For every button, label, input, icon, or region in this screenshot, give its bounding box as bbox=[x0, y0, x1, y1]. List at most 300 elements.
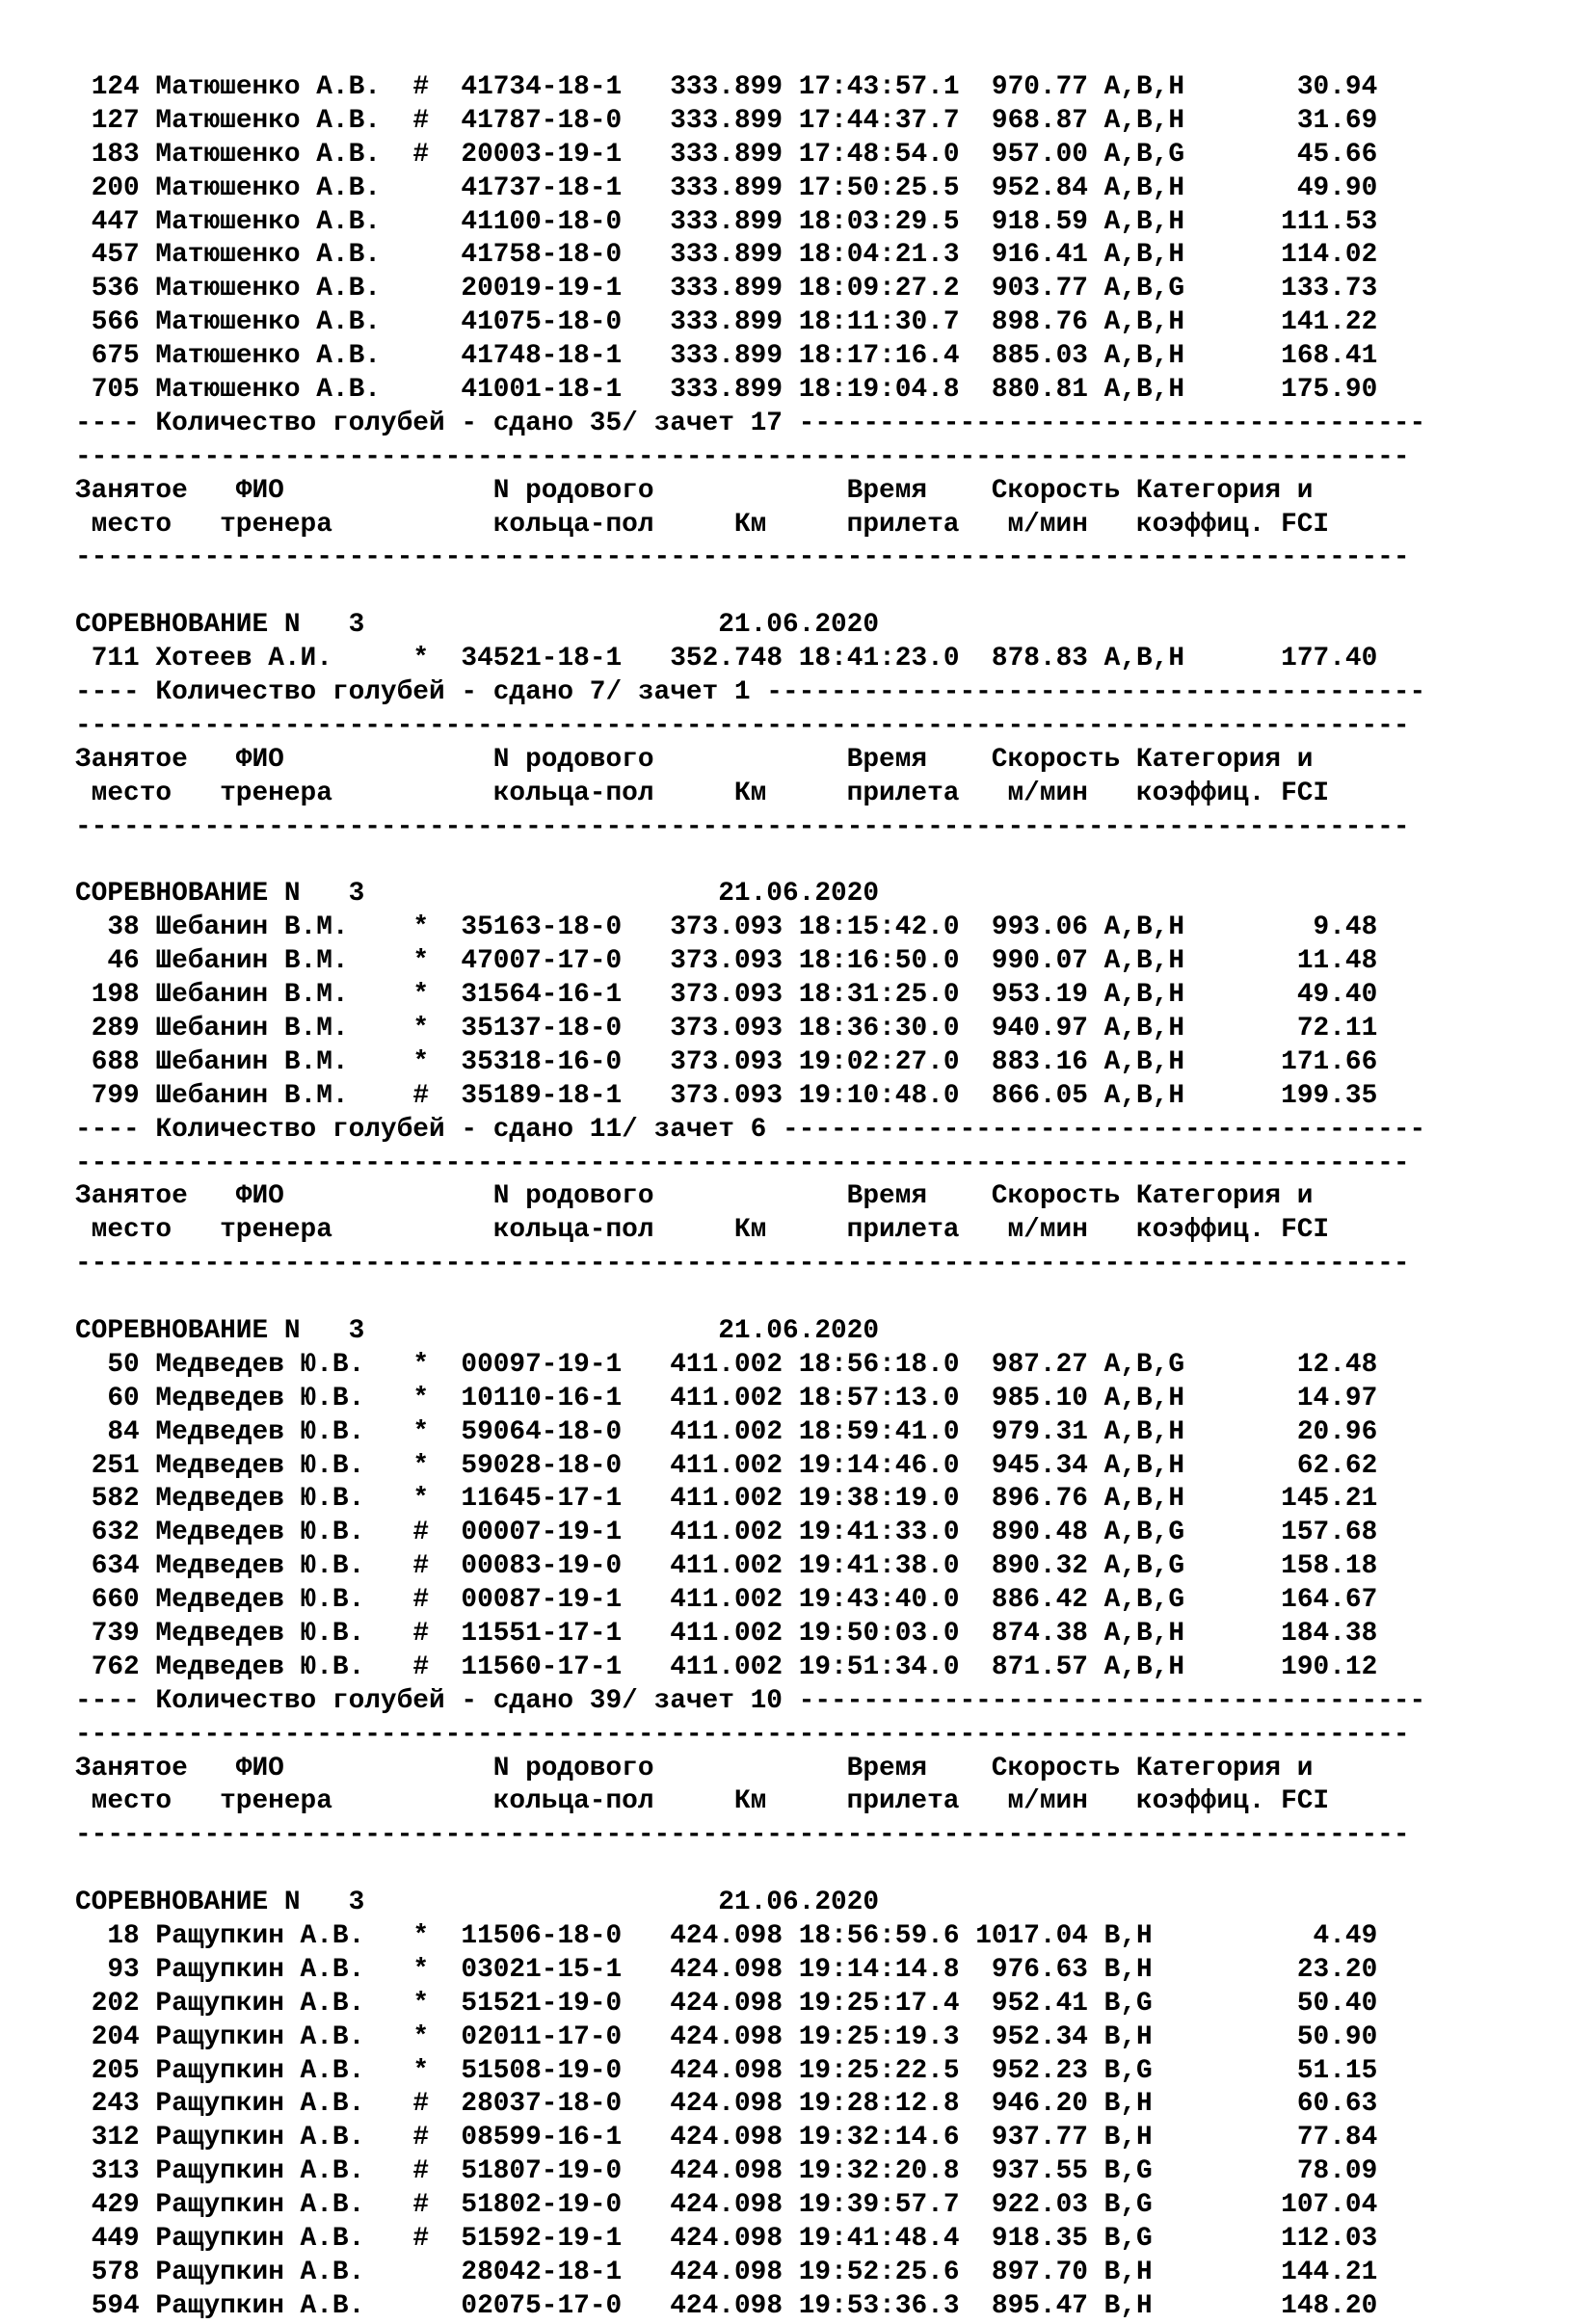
category-cell: A,B,H bbox=[1103, 1416, 1185, 1447]
speed-cell: 985.10 bbox=[959, 1383, 1088, 1413]
place-cell: 46 bbox=[91, 946, 140, 977]
name-cell: Матюшенко А.В. bbox=[155, 375, 413, 406]
table-row bbox=[75, 105, 1425, 139]
category-cell: A,B,G bbox=[1103, 1518, 1185, 1548]
ring-cell: 00083-19-0 bbox=[461, 1551, 623, 1582]
category-cell: A,B,H bbox=[1103, 375, 1185, 406]
blank-line bbox=[75, 1281, 1425, 1315]
name-cell: Ращупкин А.В. bbox=[155, 2055, 413, 2086]
km-cell: 411.002 bbox=[670, 1383, 784, 1413]
table-row bbox=[75, 306, 1425, 340]
mark-cell: # bbox=[412, 2224, 430, 2254]
time-cell: 19:14:46.0 bbox=[798, 1450, 960, 1481]
coef-cell: 158.18 bbox=[1184, 1551, 1378, 1582]
competition-line bbox=[75, 609, 1425, 643]
speed-cell: 918.59 bbox=[959, 206, 1088, 237]
coef-cell: 50.40 bbox=[1184, 1988, 1378, 2019]
place-cell: 200 bbox=[91, 172, 140, 203]
place-cell: 675 bbox=[91, 341, 140, 372]
km-cell: 424.098 bbox=[670, 2290, 784, 2321]
mark-cell: # bbox=[412, 1080, 430, 1111]
km-cell: 333.899 bbox=[670, 240, 784, 271]
category-cell: A,B,H bbox=[1103, 1450, 1185, 1481]
category-cell: B,H bbox=[1103, 2257, 1185, 2287]
speed-cell: 952.84 bbox=[959, 172, 1088, 203]
name-cell: Матюшенко А.В. bbox=[155, 139, 413, 170]
category-cell: B,G bbox=[1103, 2055, 1185, 2086]
speed-cell: 952.41 bbox=[959, 1988, 1088, 2019]
km-cell: 333.899 bbox=[670, 206, 784, 237]
km-cell: 424.098 bbox=[670, 1988, 784, 2019]
table-row bbox=[75, 374, 1425, 408]
category-cell: A,B,H bbox=[1103, 72, 1185, 102]
coef-cell: 77.84 bbox=[1184, 2123, 1378, 2153]
place-cell: 634 bbox=[91, 1551, 140, 1582]
km-cell: 411.002 bbox=[670, 1585, 784, 1616]
table-row bbox=[75, 2021, 1425, 2055]
category-cell: A,B,H bbox=[1103, 172, 1185, 203]
km-cell: 424.098 bbox=[670, 2089, 784, 2120]
place-cell: 60 bbox=[91, 1383, 140, 1413]
name-cell: Ращупкин А.В. bbox=[155, 1954, 413, 1985]
table-row bbox=[75, 1988, 1425, 2021]
table-row bbox=[75, 1046, 1425, 1080]
name-cell: Шебанин В.М. bbox=[155, 912, 413, 943]
mark-cell bbox=[412, 341, 429, 371]
coef-cell: 107.04 bbox=[1184, 2190, 1378, 2221]
time-cell: 17:44:37.7 bbox=[798, 105, 960, 136]
place-cell: 251 bbox=[91, 1450, 140, 1481]
coef-cell: 60.63 bbox=[1184, 2089, 1378, 2120]
km-cell: 373.093 bbox=[670, 1013, 784, 1043]
km-cell: 333.899 bbox=[670, 274, 784, 304]
ring-cell: 28042-18-1 bbox=[461, 2257, 623, 2287]
place-cell: 578 bbox=[91, 2257, 140, 2287]
blank-line bbox=[75, 575, 1425, 609]
mark-cell: # bbox=[412, 1618, 430, 1649]
speed-cell: 871.57 bbox=[959, 1651, 1088, 1682]
competition-label: СОРЕВНОВАНИЕ N 3 bbox=[75, 879, 719, 910]
ring-cell: 51807-19-0 bbox=[461, 2156, 623, 2187]
mark-cell: * bbox=[412, 1046, 430, 1077]
table-row bbox=[75, 2290, 1425, 2324]
table-row bbox=[75, 1383, 1425, 1416]
ring-cell: 11551-17-1 bbox=[461, 1618, 623, 1649]
ring-cell: 51802-19-0 bbox=[461, 2190, 623, 2221]
km-cell: 333.899 bbox=[670, 72, 784, 102]
speed-cell: 976.63 bbox=[959, 1954, 1088, 1985]
ring-cell: 59064-18-0 bbox=[461, 1416, 623, 1447]
table-row bbox=[75, 340, 1425, 374]
time-cell: 19:32:20.8 bbox=[798, 2156, 960, 2187]
time-cell: 18:15:42.0 bbox=[798, 912, 960, 943]
place-cell: 632 bbox=[91, 1518, 140, 1548]
table-row bbox=[75, 172, 1425, 206]
place-cell: 739 bbox=[91, 1618, 140, 1649]
mark-cell: # bbox=[412, 2156, 430, 2187]
table-row bbox=[75, 1013, 1425, 1046]
mark-cell: * bbox=[412, 1954, 430, 1985]
name-cell: Шебанин В.М. bbox=[155, 1046, 413, 1077]
km-cell: 333.899 bbox=[670, 375, 784, 406]
km-cell: 424.098 bbox=[670, 2190, 784, 2221]
competition-line bbox=[75, 1887, 1425, 1920]
km-cell: 411.002 bbox=[670, 1618, 784, 1649]
place-cell: 799 bbox=[91, 1080, 140, 1111]
coef-cell: 145.21 bbox=[1184, 1484, 1378, 1515]
category-cell: A,B,H bbox=[1103, 912, 1185, 943]
km-cell: 411.002 bbox=[670, 1551, 784, 1582]
coef-cell: 164.67 bbox=[1184, 1585, 1378, 1616]
time-cell: 19:02:27.0 bbox=[798, 1046, 960, 1077]
category-cell: A,B,H bbox=[1103, 644, 1185, 674]
speed-cell: 874.38 bbox=[959, 1618, 1088, 1649]
mark-cell: # bbox=[412, 1518, 430, 1548]
coef-cell: 72.11 bbox=[1184, 1013, 1378, 1043]
name-cell: Матюшенко А.В. bbox=[155, 307, 413, 338]
ring-cell: 41734-18-1 bbox=[461, 72, 623, 102]
time-cell: 17:50:25.5 bbox=[798, 172, 960, 203]
ring-cell: 34521-18-1 bbox=[461, 644, 623, 674]
category-cell: A,B,H bbox=[1103, 341, 1185, 372]
name-cell: Медведев Ю.В. bbox=[155, 1651, 413, 1682]
speed-cell: 987.27 bbox=[959, 1349, 1088, 1380]
time-cell: 19:41:48.4 bbox=[798, 2224, 960, 2254]
coef-cell: 184.38 bbox=[1184, 1618, 1378, 1649]
speed-cell: 885.03 bbox=[959, 341, 1088, 372]
place-cell: 204 bbox=[91, 2021, 140, 2052]
table-row bbox=[75, 139, 1425, 172]
time-cell: 19:25:19.3 bbox=[798, 2021, 960, 2052]
km-cell: 424.098 bbox=[670, 2055, 784, 2086]
competition-date: 21.06.2020 bbox=[718, 1315, 880, 1346]
speed-cell: 922.03 bbox=[959, 2190, 1088, 2221]
mark-cell: # bbox=[412, 139, 430, 170]
speed-cell: 918.35 bbox=[959, 2224, 1088, 2254]
speed-cell: 896.76 bbox=[959, 1484, 1088, 1515]
category-cell: A,B,H bbox=[1103, 1080, 1185, 1111]
blank-line bbox=[75, 844, 1425, 878]
category-cell: B,H bbox=[1103, 2089, 1185, 2120]
place-cell: 711 bbox=[91, 644, 140, 674]
name-cell: Матюшенко А.В. bbox=[155, 206, 413, 237]
table-row bbox=[75, 2257, 1425, 2290]
competition-label: СОРЕВНОВАНИЕ N 3 bbox=[75, 1315, 719, 1346]
time-cell: 19:50:03.0 bbox=[798, 1618, 960, 1649]
ring-cell: 11506-18-0 bbox=[461, 1920, 623, 1951]
name-cell: Медведев Ю.В. bbox=[155, 1383, 413, 1413]
time-cell: 18:36:30.0 bbox=[798, 1013, 960, 1043]
category-cell: A,B,H bbox=[1103, 206, 1185, 237]
category-cell: A,B,H bbox=[1103, 307, 1185, 338]
table-row bbox=[75, 1080, 1425, 1114]
mark-cell bbox=[412, 274, 429, 304]
place-cell: 447 bbox=[91, 206, 140, 237]
name-cell: Матюшенко А.В. bbox=[155, 341, 413, 372]
ring-cell: 41100-18-0 bbox=[461, 206, 623, 237]
coef-cell: 23.20 bbox=[1184, 1954, 1378, 1985]
coef-cell: 141.22 bbox=[1184, 307, 1378, 338]
coef-cell: 114.02 bbox=[1184, 240, 1378, 271]
speed-cell: 979.31 bbox=[959, 1416, 1088, 1447]
place-cell: 566 bbox=[91, 307, 140, 338]
name-cell: Ращупкин А.В. bbox=[155, 2089, 413, 2120]
table-header-line-2: место тренера кольца-пол Км прилета м/мин коэффиц. FCI bbox=[75, 778, 1330, 808]
ring-cell: 11560-17-1 bbox=[461, 1651, 623, 1682]
km-cell: 373.093 bbox=[670, 980, 784, 1011]
name-cell: Ращупкин А.В. bbox=[155, 1988, 413, 2019]
time-cell: 19:53:36.3 bbox=[798, 2290, 960, 2321]
table-row bbox=[75, 945, 1425, 979]
speed-cell: 890.48 bbox=[959, 1518, 1088, 1548]
table-row bbox=[75, 2088, 1425, 2122]
mark-cell: # bbox=[412, 1585, 430, 1616]
table-header-line-2: место тренера кольца-пол Км прилета м/мин коэффиц. FCI bbox=[75, 1786, 1330, 1817]
km-cell: 411.002 bbox=[670, 1450, 784, 1481]
ring-cell: 20019-19-1 bbox=[461, 274, 623, 304]
place-cell: 660 bbox=[91, 1585, 140, 1616]
time-cell: 19:10:48.0 bbox=[798, 1080, 960, 1111]
category-cell: B,H bbox=[1103, 2021, 1185, 2052]
place-cell: 93 bbox=[91, 1954, 140, 1985]
coef-cell: 171.66 bbox=[1184, 1046, 1378, 1077]
mark-cell: # bbox=[412, 105, 430, 136]
ring-cell: 51521-19-0 bbox=[461, 1988, 623, 2019]
ring-cell: 20003-19-1 bbox=[461, 139, 623, 170]
table-row bbox=[75, 1517, 1425, 1550]
place-cell: 582 bbox=[91, 1484, 140, 1515]
km-cell: 424.098 bbox=[670, 2021, 784, 2052]
table-row bbox=[75, 206, 1425, 240]
name-cell: Ращупкин А.В. bbox=[155, 2257, 413, 2287]
coef-cell: 168.41 bbox=[1184, 341, 1378, 372]
km-cell: 333.899 bbox=[670, 139, 784, 170]
place-cell: 183 bbox=[91, 139, 140, 170]
coef-cell: 112.03 bbox=[1184, 2224, 1378, 2254]
category-cell: B,H bbox=[1103, 2123, 1185, 2153]
separator-line: ----------------------------------------------------------------------------------- bbox=[75, 1249, 1410, 1280]
results-document bbox=[75, 71, 1425, 2324]
ring-cell: 59028-18-0 bbox=[461, 1450, 623, 1481]
mark-cell: * bbox=[412, 2055, 430, 2086]
coef-cell: 45.66 bbox=[1184, 139, 1378, 170]
name-cell: Матюшенко А.В. bbox=[155, 274, 413, 304]
speed-cell: 937.55 bbox=[959, 2156, 1088, 2187]
coef-cell: 50.90 bbox=[1184, 2021, 1378, 2052]
km-cell: 424.098 bbox=[670, 2224, 784, 2254]
speed-cell: 952.34 bbox=[959, 2021, 1088, 2052]
table-row bbox=[75, 1954, 1425, 1988]
name-cell: Ращупкин А.В. bbox=[155, 2156, 413, 2187]
table-row bbox=[75, 1920, 1425, 1954]
coef-cell: 20.96 bbox=[1184, 1416, 1378, 1447]
separator-line: ----------------------------------------------------------------------------------- bbox=[75, 1820, 1410, 1851]
mark-cell: * bbox=[412, 980, 430, 1011]
coef-cell: 175.90 bbox=[1184, 375, 1378, 406]
mark-cell: # bbox=[412, 1651, 430, 1682]
name-cell: Матюшенко А.В. bbox=[155, 172, 413, 203]
name-cell: Медведев Ю.В. bbox=[155, 1416, 413, 1447]
coef-cell: 49.90 bbox=[1184, 172, 1378, 203]
speed-cell: 970.77 bbox=[959, 72, 1088, 102]
time-cell: 18:11:30.7 bbox=[798, 307, 960, 338]
category-cell: A,B,H bbox=[1103, 1484, 1185, 1515]
time-cell: 18:56:18.0 bbox=[798, 1349, 960, 1380]
table-row bbox=[75, 2223, 1425, 2257]
category-cell: B,H bbox=[1103, 2290, 1185, 2321]
place-cell: 127 bbox=[91, 105, 140, 136]
ring-cell: 00097-19-1 bbox=[461, 1349, 623, 1380]
mark-cell: * bbox=[412, 2021, 430, 2052]
name-cell: Хотеев А.И. bbox=[155, 644, 413, 674]
mark-cell bbox=[412, 2258, 429, 2287]
time-cell: 19:41:38.0 bbox=[798, 1551, 960, 1582]
table-header-line-2: место тренера кольца-пол Км прилета м/мин коэффиц. FCI bbox=[75, 1215, 1330, 1246]
separator-line: ----------------------------------------------------------------------------------- bbox=[75, 710, 1410, 741]
table-header-line-2: место тренера кольца-пол Км прилета м/мин коэффиц. FCI bbox=[75, 509, 1330, 540]
name-cell: Матюшенко А.В. bbox=[155, 105, 413, 136]
coef-cell: 144.21 bbox=[1184, 2257, 1378, 2287]
km-cell: 424.098 bbox=[670, 1954, 784, 1985]
mark-cell: * bbox=[412, 1484, 430, 1515]
speed-cell: 897.70 bbox=[959, 2257, 1088, 2287]
coef-cell: 30.94 bbox=[1184, 72, 1378, 102]
coef-cell: 111.53 bbox=[1184, 206, 1378, 237]
category-cell: A,B,H bbox=[1103, 1013, 1185, 1043]
time-cell: 19:28:12.8 bbox=[798, 2089, 960, 2120]
km-cell: 333.899 bbox=[670, 105, 784, 136]
coef-cell: 62.62 bbox=[1184, 1450, 1378, 1481]
speed-cell: 968.87 bbox=[959, 105, 1088, 136]
time-cell: 17:43:57.1 bbox=[798, 72, 960, 102]
time-cell: 19:39:57.7 bbox=[798, 2190, 960, 2221]
km-cell: 333.899 bbox=[670, 341, 784, 372]
time-cell: 18:04:21.3 bbox=[798, 240, 960, 271]
time-cell: 19:41:33.0 bbox=[798, 1518, 960, 1548]
coef-cell: 177.40 bbox=[1184, 644, 1378, 674]
mark-cell bbox=[412, 375, 429, 405]
ring-cell: 41075-18-0 bbox=[461, 307, 623, 338]
competition-line bbox=[75, 878, 1425, 911]
speed-cell: 945.34 bbox=[959, 1450, 1088, 1481]
speed-cell: 990.07 bbox=[959, 946, 1088, 977]
table-row bbox=[75, 2055, 1425, 2089]
category-cell: A,B,H bbox=[1103, 946, 1185, 977]
table-row bbox=[75, 1651, 1425, 1685]
ring-cell: 41748-18-1 bbox=[461, 341, 623, 372]
time-cell: 19:38:19.0 bbox=[798, 1484, 960, 1515]
summary-line: ---- Количество голубей - сдано 35/ зачет 17 --------------------------------------- bbox=[75, 408, 1426, 438]
category-cell: B,G bbox=[1103, 2190, 1185, 2221]
speed-cell: 1017.04 bbox=[959, 1920, 1088, 1951]
km-cell: 424.098 bbox=[670, 2123, 784, 2153]
speed-cell: 937.77 bbox=[959, 2123, 1088, 2153]
separator-line: ----------------------------------------------------------------------------------- bbox=[75, 542, 1410, 573]
table-row bbox=[75, 1550, 1425, 1584]
ring-cell: 00007-19-1 bbox=[461, 1518, 623, 1548]
table-row bbox=[75, 239, 1425, 273]
summary-line: ---- Количество голубей - сдано 11/ зачет 6 ---------------------------------------- bbox=[75, 1114, 1426, 1145]
table-row bbox=[75, 1416, 1425, 1450]
place-cell: 18 bbox=[91, 1920, 140, 1951]
time-cell: 18:59:41.0 bbox=[798, 1416, 960, 1447]
mark-cell: * bbox=[412, 644, 430, 674]
coef-cell: 49.40 bbox=[1184, 980, 1378, 1011]
category-cell: B,G bbox=[1103, 2156, 1185, 2187]
name-cell: Шебанин В.М. bbox=[155, 980, 413, 1011]
summary-line: ---- Количество голубей - сдано 7/ зачет 1 ----------------------------------------- bbox=[75, 677, 1426, 708]
coef-cell: 4.49 bbox=[1184, 1920, 1378, 1951]
ring-cell: 03021-15-1 bbox=[461, 1954, 623, 1985]
name-cell: Шебанин В.М. bbox=[155, 946, 413, 977]
table-header-line-1: Занятое ФИО N родового Время Скорость Категория и bbox=[75, 1181, 1314, 1212]
category-cell: A,B,H bbox=[1103, 1046, 1185, 1077]
km-cell: 373.093 bbox=[670, 912, 784, 943]
table-row bbox=[75, 2189, 1425, 2223]
table-row bbox=[75, 1584, 1425, 1618]
table-row bbox=[75, 2155, 1425, 2189]
table-row bbox=[75, 1349, 1425, 1383]
speed-cell: 952.23 bbox=[959, 2055, 1088, 2086]
name-cell: Медведев Ю.В. bbox=[155, 1585, 413, 1616]
km-cell: 424.098 bbox=[670, 2156, 784, 2187]
competition-date: 21.06.2020 bbox=[718, 610, 880, 641]
speed-cell: 903.77 bbox=[959, 274, 1088, 304]
category-cell: A,B,H bbox=[1103, 1383, 1185, 1413]
time-cell: 19:43:40.0 bbox=[798, 1585, 960, 1616]
ring-cell: 00087-19-1 bbox=[461, 1585, 623, 1616]
time-cell: 17:48:54.0 bbox=[798, 139, 960, 170]
ring-cell: 41787-18-0 bbox=[461, 105, 623, 136]
place-cell: 457 bbox=[91, 240, 140, 271]
place-cell: 289 bbox=[91, 1013, 140, 1043]
blank-line bbox=[75, 1853, 1425, 1887]
km-cell: 424.098 bbox=[670, 1920, 784, 1951]
mark-cell: * bbox=[412, 1416, 430, 1447]
time-cell: 19:25:17.4 bbox=[798, 1988, 960, 2019]
mark-cell bbox=[412, 240, 429, 270]
speed-cell: 946.20 bbox=[959, 2089, 1088, 2120]
mark-cell: * bbox=[412, 1349, 430, 1380]
category-cell: B,G bbox=[1103, 1988, 1185, 2019]
time-cell: 18:57:13.0 bbox=[798, 1383, 960, 1413]
name-cell: Матюшенко А.В. bbox=[155, 72, 413, 102]
place-cell: 688 bbox=[91, 1046, 140, 1077]
ring-cell: 31564-16-1 bbox=[461, 980, 623, 1011]
coef-cell: 190.12 bbox=[1184, 1651, 1378, 1682]
speed-cell: 883.16 bbox=[959, 1046, 1088, 1077]
ring-cell: 35137-18-0 bbox=[461, 1013, 623, 1043]
ring-cell: 51508-19-0 bbox=[461, 2055, 623, 2086]
coef-cell: 51.15 bbox=[1184, 2055, 1378, 2086]
place-cell: 762 bbox=[91, 1651, 140, 1682]
coef-cell: 157.68 bbox=[1184, 1518, 1378, 1548]
mark-cell: * bbox=[412, 1450, 430, 1481]
time-cell: 18:16:50.0 bbox=[798, 946, 960, 977]
mark-cell: * bbox=[412, 1988, 430, 2019]
place-cell: 50 bbox=[91, 1349, 140, 1380]
table-row bbox=[75, 1618, 1425, 1651]
mark-cell: * bbox=[412, 946, 430, 977]
time-cell: 18:17:16.4 bbox=[798, 341, 960, 372]
km-cell: 373.093 bbox=[670, 1080, 784, 1111]
speed-cell: 993.06 bbox=[959, 912, 1088, 943]
time-cell: 19:51:34.0 bbox=[798, 1651, 960, 1682]
ring-cell: 41737-18-1 bbox=[461, 172, 623, 203]
km-cell: 373.093 bbox=[670, 946, 784, 977]
place-cell: 449 bbox=[91, 2224, 140, 2254]
coef-cell: 11.48 bbox=[1184, 946, 1378, 977]
